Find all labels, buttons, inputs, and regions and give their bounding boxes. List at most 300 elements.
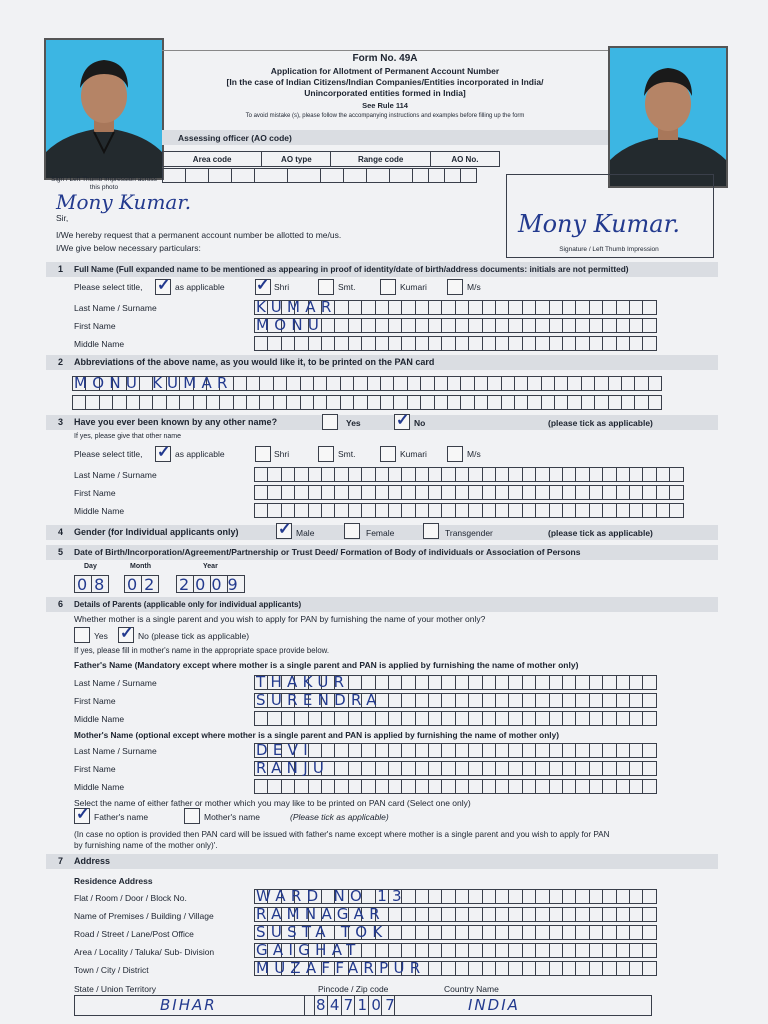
char-cell[interactable] [482,467,496,482]
char-cell[interactable] [535,889,549,904]
char-cell[interactable] [616,336,630,351]
char-cell[interactable] [562,761,576,776]
char-cell[interactable] [602,743,616,758]
char-cell[interactable] [575,907,589,922]
char-cell[interactable] [267,467,281,482]
char-cell[interactable] [495,907,509,922]
char-cell[interactable] [642,336,656,351]
father-middle-boxes[interactable] [254,711,656,726]
char-cell[interactable] [353,376,367,391]
char-cell[interactable] [575,336,589,351]
char-cell[interactable] [602,779,616,794]
char-cell[interactable] [501,376,515,391]
char-cell[interactable] [441,300,455,315]
char-cell[interactable] [455,467,469,482]
char-cell[interactable] [549,693,563,708]
char-cell[interactable] [334,743,348,758]
char-cell[interactable] [415,907,429,922]
mother-middle-boxes[interactable] [254,779,656,794]
char-cell[interactable] [99,395,113,410]
char-cell[interactable] [375,300,389,315]
char-cell[interactable] [361,779,375,794]
char-cell[interactable] [495,761,509,776]
char-cell[interactable] [575,961,589,976]
char-cell[interactable] [340,395,354,410]
char-cell[interactable] [482,961,496,976]
char-cell[interactable] [642,943,656,958]
char-cell[interactable] [401,318,415,333]
char-cell[interactable] [254,503,268,518]
char-cell[interactable] [273,376,287,391]
char-cell[interactable] [334,711,348,726]
char-cell[interactable] [281,503,295,518]
char-cell[interactable] [388,693,402,708]
char-cell[interactable] [348,761,362,776]
char-cell[interactable] [407,376,421,391]
char-cell[interactable] [535,779,549,794]
char-cell[interactable] [616,889,630,904]
char-cell[interactable] [468,675,482,690]
char-cell[interactable] [656,467,670,482]
char-cell[interactable] [254,485,268,500]
char-cell[interactable] [602,943,616,958]
char-cell[interactable] [522,889,536,904]
char-cell[interactable] [549,503,563,518]
char-cell[interactable] [575,711,589,726]
char-cell[interactable] [441,761,455,776]
char-cell[interactable] [602,711,616,726]
char-cell[interactable] [514,395,528,410]
char-cell[interactable] [549,336,563,351]
char-cell[interactable] [246,395,260,410]
char-cell[interactable] [541,376,555,391]
char-cell[interactable] [286,376,300,391]
s3-last-name-boxes[interactable] [254,467,683,482]
char-cell[interactable] [455,300,469,315]
char-cell[interactable] [401,300,415,315]
char-cell[interactable] [602,907,616,922]
print-father-checkbox[interactable]: ✓ [76,806,90,823]
char-cell[interactable] [621,395,635,410]
char-cell[interactable] [455,503,469,518]
char-cell[interactable] [602,503,616,518]
char-cell[interactable] [567,376,581,391]
char-cell[interactable] [549,300,563,315]
char-cell[interactable] [401,907,415,922]
char-cell[interactable] [447,395,461,410]
char-cell[interactable] [629,318,643,333]
char-cell[interactable] [575,300,589,315]
char-cell[interactable] [334,336,348,351]
char-cell[interactable] [554,395,568,410]
char-cell[interactable] [602,336,616,351]
char-cell[interactable] [455,485,469,500]
char-cell[interactable] [642,743,656,758]
char-cell[interactable] [562,711,576,726]
char-cell[interactable] [455,779,469,794]
char-cell[interactable] [562,743,576,758]
char-cell[interactable] [629,779,643,794]
char-cell[interactable] [348,485,362,500]
char-cell[interactable] [415,336,429,351]
char-cell[interactable] [233,376,247,391]
char-cell[interactable] [508,961,522,976]
char-cell[interactable] [629,961,643,976]
char-cell[interactable] [514,376,528,391]
char-cell[interactable] [246,376,260,391]
char-cell[interactable] [428,336,442,351]
char-cell[interactable] [535,943,549,958]
char-cell[interactable] [401,467,415,482]
char-cell[interactable] [642,925,656,940]
char-cell[interactable] [602,761,616,776]
char-cell[interactable] [428,889,442,904]
gender-female-checkbox[interactable] [344,523,360,539]
char-cell[interactable] [375,485,389,500]
char-cell[interactable] [642,318,656,333]
single-parent-no-checkbox[interactable]: ✓ [120,625,134,642]
char-cell[interactable] [455,907,469,922]
char-cell[interactable] [642,300,656,315]
char-cell[interactable] [495,675,509,690]
char-cell[interactable] [527,395,541,410]
char-cell[interactable] [361,711,375,726]
char-cell[interactable] [616,693,630,708]
char-cell[interactable] [535,961,549,976]
char-cell[interactable] [361,467,375,482]
char-cell[interactable] [308,503,322,518]
char-cell[interactable] [575,693,589,708]
char-cell[interactable] [482,336,496,351]
char-cell[interactable] [581,376,595,391]
char-cell[interactable] [455,889,469,904]
char-cell[interactable] [482,675,496,690]
char-cell[interactable] [152,395,166,410]
char-cell[interactable] [642,907,656,922]
char-cell[interactable] [415,743,429,758]
char-cell[interactable] [441,675,455,690]
char-cell[interactable] [562,779,576,794]
char-cell[interactable] [281,779,295,794]
char-cell[interactable] [441,961,455,976]
char-cell[interactable] [361,943,375,958]
char-cell[interactable] [562,336,576,351]
char-cell[interactable] [642,761,656,776]
char-cell[interactable] [281,485,295,500]
char-cell[interactable] [415,889,429,904]
char-cell[interactable] [589,336,603,351]
char-cell[interactable] [361,743,375,758]
char-cell[interactable] [642,467,656,482]
char-cell[interactable] [367,395,381,410]
char-cell[interactable] [589,485,603,500]
char-cell[interactable] [455,675,469,690]
char-cell[interactable] [522,761,536,776]
char-cell[interactable] [468,318,482,333]
char-cell[interactable] [522,675,536,690]
char-cell[interactable] [616,711,630,726]
char-cell[interactable] [629,467,643,482]
char-cell[interactable] [375,675,389,690]
char-cell[interactable] [589,925,603,940]
char-cell[interactable] [541,395,555,410]
char-cell[interactable] [259,395,273,410]
char-cell[interactable] [549,761,563,776]
char-cell[interactable] [455,961,469,976]
char-cell[interactable] [487,376,501,391]
char-cell[interactable] [535,318,549,333]
char-cell[interactable] [474,376,488,391]
char-cell[interactable] [549,889,563,904]
char-cell[interactable] [549,467,563,482]
char-cell[interactable] [508,318,522,333]
char-cell[interactable] [388,318,402,333]
char-cell[interactable] [434,395,448,410]
char-cell[interactable] [535,711,549,726]
char-cell[interactable] [642,485,656,500]
char-cell[interactable] [602,318,616,333]
char-cell[interactable] [259,376,273,391]
char-cell[interactable] [393,395,407,410]
other-name-no-checkbox[interactable]: ✓ [396,412,410,429]
char-cell[interactable] [589,467,603,482]
char-cell[interactable] [308,467,322,482]
char-cell[interactable] [455,336,469,351]
char-cell[interactable] [267,485,281,500]
char-cell[interactable] [581,395,595,410]
char-cell[interactable] [589,300,603,315]
char-cell[interactable] [340,376,354,391]
char-cell[interactable] [634,376,648,391]
char-cell[interactable] [562,943,576,958]
char-cell[interactable] [616,961,630,976]
char-cell[interactable] [589,889,603,904]
char-cell[interactable] [126,395,140,410]
char-cell[interactable] [308,779,322,794]
char-cell[interactable] [348,300,362,315]
char-cell[interactable] [656,485,670,500]
char-cell[interactable] [522,907,536,922]
char-cell[interactable] [487,395,501,410]
char-cell[interactable] [482,485,496,500]
char-cell[interactable] [294,779,308,794]
char-cell[interactable] [233,395,247,410]
char-cell[interactable] [112,395,126,410]
char-cell[interactable] [281,336,295,351]
char-cell[interactable] [375,779,389,794]
char-cell[interactable] [441,711,455,726]
char-cell[interactable] [361,675,375,690]
char-cell[interactable] [375,761,389,776]
char-cell[interactable] [562,961,576,976]
char-cell[interactable] [428,318,442,333]
char-cell[interactable] [361,761,375,776]
char-cell[interactable] [321,467,335,482]
char-cell[interactable] [388,503,402,518]
char-cell[interactable] [367,376,381,391]
char-cell[interactable] [562,907,576,922]
char-cell[interactable] [589,711,603,726]
char-cell[interactable] [348,467,362,482]
char-cell[interactable] [495,485,509,500]
single-parent-yes-checkbox[interactable] [74,627,90,643]
char-cell[interactable] [549,485,563,500]
char-cell[interactable] [281,467,295,482]
char-cell[interactable] [656,503,670,518]
mother-last-boxes[interactable] [254,743,656,758]
char-cell[interactable] [562,467,576,482]
char-cell[interactable] [428,943,442,958]
char-cell[interactable] [441,889,455,904]
char-cell[interactable] [482,711,496,726]
char-cell[interactable] [495,693,509,708]
char-cell[interactable] [441,925,455,940]
char-cell[interactable] [522,467,536,482]
char-cell[interactable] [415,300,429,315]
char-cell[interactable] [388,907,402,922]
s3-first-name-boxes[interactable] [254,485,683,500]
char-cell[interactable] [608,376,622,391]
char-cell[interactable] [415,675,429,690]
char-cell[interactable] [495,925,509,940]
title-shri-checkbox[interactable]: ✓ [256,277,270,294]
char-cell[interactable] [388,467,402,482]
char-cell[interactable] [474,395,488,410]
char-cell[interactable] [407,395,421,410]
char-cell[interactable] [334,318,348,333]
char-cell[interactable] [286,395,300,410]
char-cell[interactable] [522,743,536,758]
char-cell[interactable] [267,779,281,794]
char-cell[interactable] [401,779,415,794]
char-cell[interactable] [589,693,603,708]
char-cell[interactable] [361,336,375,351]
char-cell[interactable] [629,889,643,904]
char-cell[interactable] [602,693,616,708]
char-cell[interactable] [495,318,509,333]
char-cell[interactable] [616,467,630,482]
char-cell[interactable] [388,943,402,958]
char-cell[interactable] [441,503,455,518]
char-cell[interactable] [629,761,643,776]
char-cell[interactable] [575,503,589,518]
char-cell[interactable] [482,761,496,776]
char-cell[interactable] [455,693,469,708]
char-cell[interactable] [482,318,496,333]
char-cell[interactable] [549,675,563,690]
char-cell[interactable] [468,336,482,351]
char-cell[interactable] [522,925,536,940]
char-cell[interactable] [629,743,643,758]
char-cell[interactable] [388,925,402,940]
char-cell[interactable] [629,503,643,518]
char-cell[interactable] [321,779,335,794]
char-cell[interactable] [348,336,362,351]
char-cell[interactable] [401,743,415,758]
char-cell[interactable] [380,395,394,410]
char-cell[interactable] [428,467,442,482]
char-cell[interactable] [594,395,608,410]
char-cell[interactable] [642,675,656,690]
char-cell[interactable] [294,336,308,351]
char-cell[interactable] [522,943,536,958]
char-cell[interactable] [348,779,362,794]
char-cell[interactable] [642,693,656,708]
char-cell[interactable] [616,503,630,518]
char-cell[interactable] [602,889,616,904]
char-cell[interactable] [375,318,389,333]
char-cell[interactable] [415,485,429,500]
char-cell[interactable] [522,503,536,518]
char-cell[interactable] [388,485,402,500]
char-cell[interactable] [589,779,603,794]
char-cell[interactable] [495,300,509,315]
char-cell[interactable] [589,675,603,690]
char-cell[interactable] [616,675,630,690]
title-ms-checkbox[interactable] [447,279,463,295]
char-cell[interactable] [361,300,375,315]
char-cell[interactable] [535,693,549,708]
char-cell[interactable] [420,395,434,410]
char-cell[interactable] [482,743,496,758]
char-cell[interactable] [562,485,576,500]
char-cell[interactable] [401,675,415,690]
char-cell[interactable] [415,943,429,958]
char-cell[interactable] [629,336,643,351]
char-cell[interactable] [348,675,362,690]
char-cell[interactable] [428,693,442,708]
char-cell[interactable] [501,395,515,410]
char-cell[interactable] [508,336,522,351]
char-cell[interactable] [415,711,429,726]
char-cell[interactable] [508,503,522,518]
char-cell[interactable] [428,300,442,315]
char-cell[interactable] [468,467,482,482]
char-cell[interactable] [375,503,389,518]
char-cell[interactable] [495,467,509,482]
char-cell[interactable] [522,779,536,794]
char-cell[interactable] [508,925,522,940]
char-cell[interactable] [567,395,581,410]
char-cell[interactable] [361,503,375,518]
char-cell[interactable] [629,693,643,708]
char-cell[interactable] [348,503,362,518]
s3-title-checkbox-applicable[interactable]: ✓ [157,444,171,461]
char-cell[interactable] [401,336,415,351]
char-cell[interactable] [415,503,429,518]
char-cell[interactable] [575,485,589,500]
char-cell[interactable] [388,675,402,690]
char-cell[interactable] [669,485,683,500]
char-cell[interactable] [401,503,415,518]
char-cell[interactable] [468,943,482,958]
title-smt-checkbox[interactable] [318,279,334,295]
char-cell[interactable] [616,300,630,315]
char-cell[interactable] [642,711,656,726]
char-cell[interactable] [602,675,616,690]
char-cell[interactable] [468,925,482,940]
char-cell[interactable] [616,743,630,758]
char-cell[interactable] [428,779,442,794]
char-cell[interactable] [267,503,281,518]
char-cell[interactable] [482,925,496,940]
char-cell[interactable] [300,376,314,391]
char-cell[interactable] [495,889,509,904]
char-cell[interactable] [608,395,622,410]
char-cell[interactable] [482,300,496,315]
char-cell[interactable] [575,925,589,940]
char-cell[interactable] [562,693,576,708]
